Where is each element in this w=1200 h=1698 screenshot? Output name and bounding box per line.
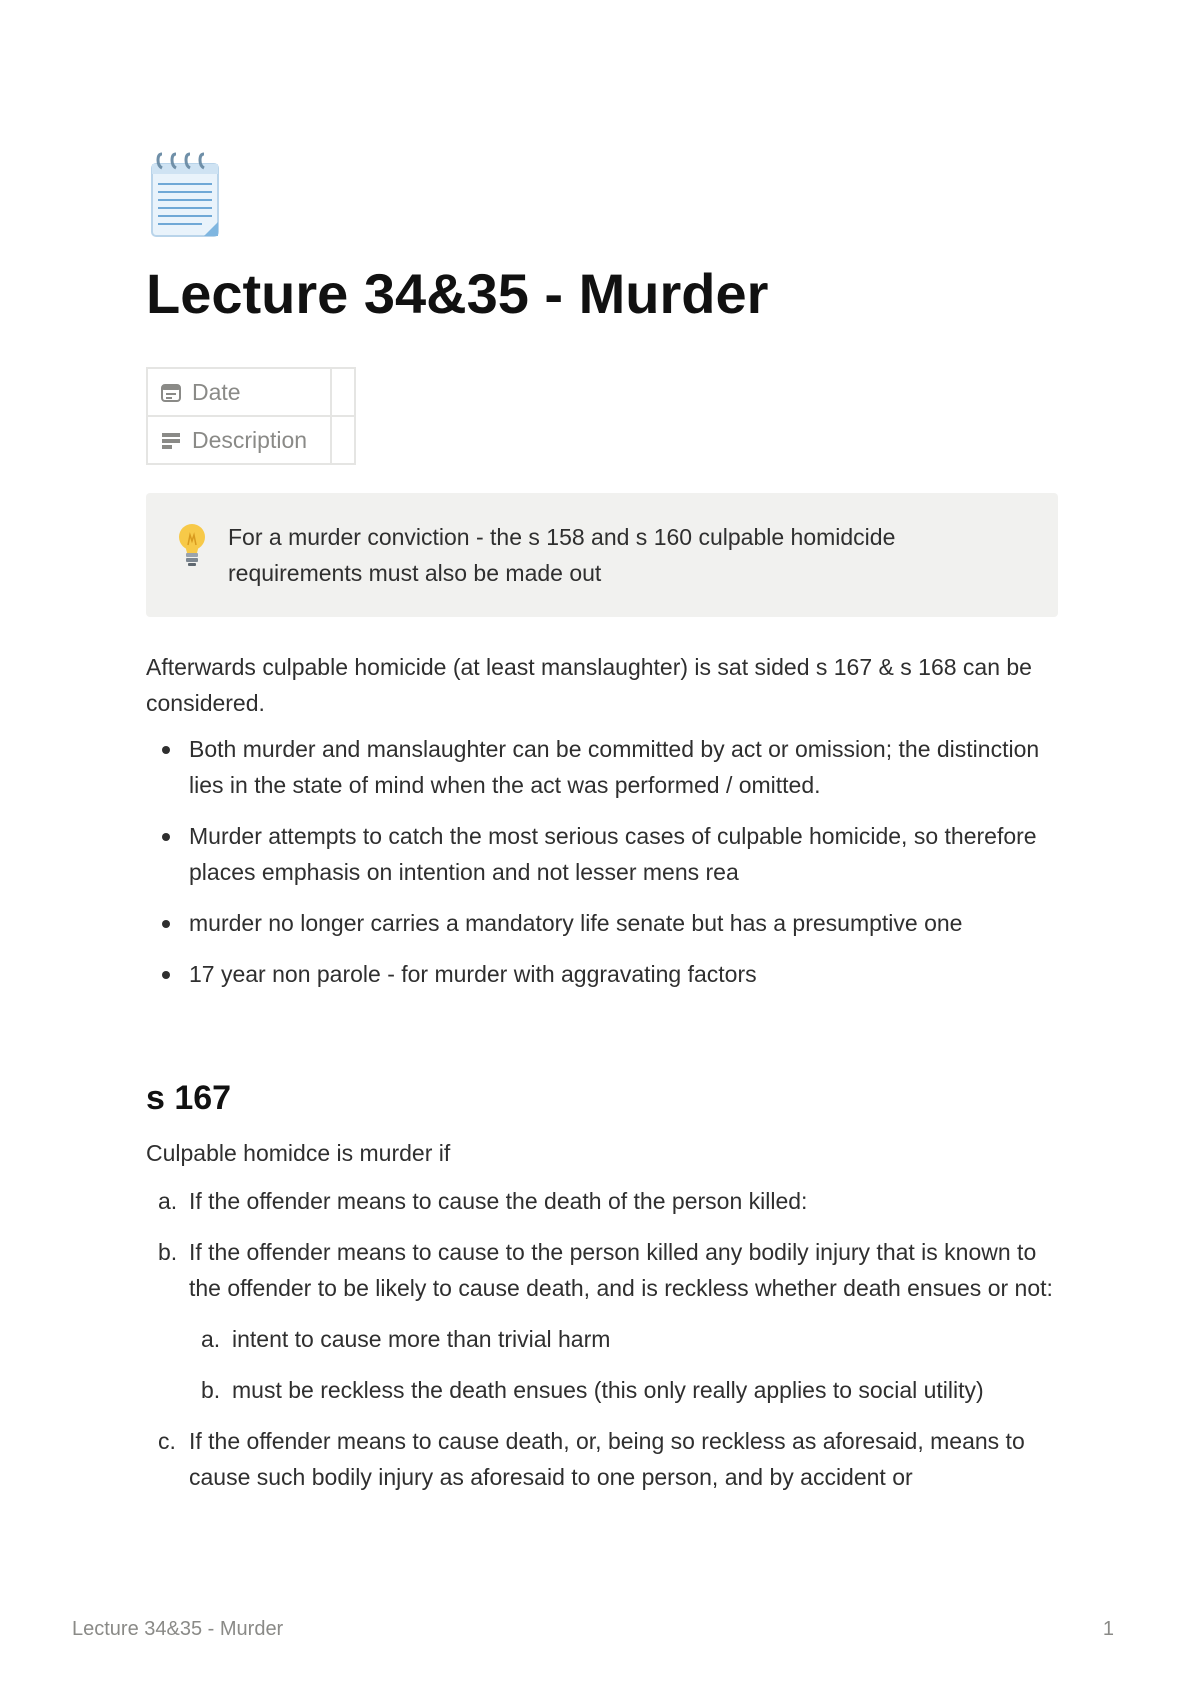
bullet-list [146, 731, 1058, 992]
list-item [146, 731, 1058, 803]
list-item [189, 1321, 1058, 1357]
page-number: 1 [1102, 1618, 1114, 1640]
list-item-text: murder no longer carries a mandatory life senate but has a presumptive one [189, 910, 963, 937]
list-item-text: If the offender means to cause the death of the person killed: [189, 1187, 808, 1214]
callout-text: For a murder conviction - the s 158 and s 160 culpable homidcide requirements must also be made out [228, 524, 896, 587]
list-item [146, 1423, 1058, 1495]
notepad-icon [146, 150, 226, 240]
nested-list [189, 1321, 1058, 1408]
intro-paragraph: Afterwards culpable homicide (at least manslaughter) is sat sided s 167 & s 168 can be considered. [146, 654, 1032, 717]
list-marker: b. [201, 1376, 221, 1403]
bullet-dot [162, 833, 170, 841]
callout-box [146, 493, 1058, 617]
list-item-text: If the offender means to cause death, or, being so reckless as aforesaid, means to cause such bodily injury as aforesaid to one person, and by accident or [189, 1427, 1025, 1490]
list-marker: b. [158, 1238, 178, 1265]
property-value-date[interactable] [331, 368, 355, 416]
list-item [146, 956, 1058, 992]
bullet-dot [162, 920, 170, 928]
list-item [146, 818, 1058, 890]
properties-table [146, 367, 356, 465]
calendar-icon [160, 381, 182, 403]
list-marker: a. [201, 1325, 221, 1352]
page-title: Lecture 34&35 - Murder [146, 262, 769, 325]
list-item-text: Both murder and manslaughter can be committed by act or omission; the distinction lies in the state of mind when the act was performed / omitted. [189, 736, 1040, 799]
property-label: Description [192, 426, 308, 453]
property-value-description[interactable] [331, 416, 355, 464]
list-item [146, 1183, 1058, 1219]
list-item-text: If the offender means to cause to the person killed any bodily injury that is known to the offender to be likely to cause death, and is reckless whether death ensues or not: [189, 1238, 1053, 1301]
list-marker: c. [158, 1427, 176, 1454]
property-row-description [147, 416, 355, 464]
list-item-text: 17 year non parole - for murder with aggravating factors [189, 961, 757, 988]
lightbulb-icon [172, 521, 212, 567]
description-lines-icon [160, 429, 182, 451]
list-item-text: must be reckless the death ensues (this only really applies to social utility) [232, 1376, 984, 1403]
property-name-cell[interactable] [147, 368, 331, 416]
section-heading: s 167 [146, 1079, 232, 1118]
section-lead: Culpable homidce is murder if [146, 1139, 451, 1166]
list-marker: a. [158, 1187, 178, 1214]
property-name-cell[interactable] [147, 416, 331, 464]
property-row-date [147, 368, 355, 416]
property-label: Date [192, 378, 241, 405]
list-item-text: Murder attempts to catch the most serious cases of culpable homicide, so therefore places emphasis on intention and not lesser mens rea [189, 823, 1037, 886]
page-content [146, 150, 1058, 1510]
footer-title: Lecture 34&35 - Murder [72, 1618, 284, 1640]
list-item [146, 1234, 1058, 1408]
list-item [189, 1372, 1058, 1408]
list-item [146, 905, 1058, 941]
numbered-list [146, 1183, 1058, 1495]
bullet-dot [162, 971, 170, 979]
list-item-text: intent to cause more than trivial harm [232, 1325, 611, 1352]
bullet-dot [162, 746, 170, 754]
